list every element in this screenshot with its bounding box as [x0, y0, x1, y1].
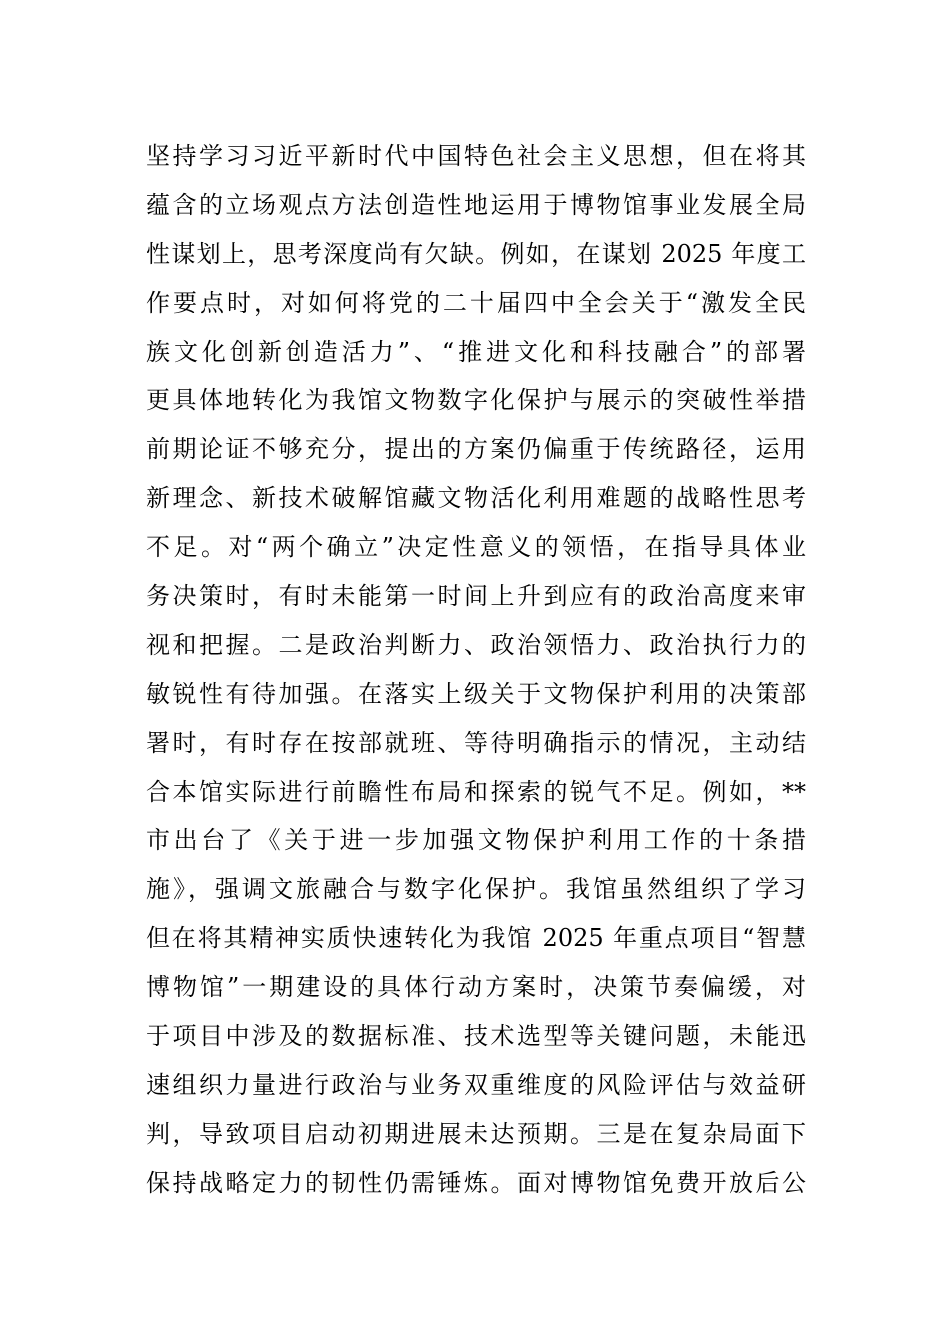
- text-line: 务决策时，有时未能第一时间上升到应有的政治高度来审: [146, 582, 806, 611]
- text-line: 判，导致项目启动初期进展未达预期。三是在复杂局面下: [146, 1119, 806, 1148]
- text-line: 速组织力量进行政治与业务双重维度的风险评估与效益研: [146, 1070, 806, 1099]
- text-line: 作要点时，对如何将党的二十届四中全会关于“激发全民: [146, 288, 806, 317]
- text-line: 但在将其精神实质快速转化为我馆 2025 年重点项目“智慧: [146, 924, 806, 953]
- text-line: 敏锐性有待加强。在落实上级关于文物保护利用的决策部: [146, 679, 806, 708]
- text-line: 施》，强调文旅融合与数字化保护。我馆虽然组织了学习: [146, 875, 806, 904]
- text-line: 新理念、新技术破解馆藏文物活化利用难题的战略性思考: [146, 484, 806, 513]
- text-line: 更具体地转化为我馆文物数字化保护与展示的突破性举措: [146, 386, 806, 415]
- text-line: 蕴含的立场观点方法创造性地运用于博物馆事业发展全局: [146, 190, 806, 219]
- text-line: 族文化创新创造活力”、“推进文化和科技融合”的部署: [146, 337, 806, 366]
- text-line: 保持战略定力的韧性仍需锤炼。面对博物馆免费开放后公: [146, 1168, 806, 1197]
- text-line: 博物馆”一期建设的具体行动方案时，决策节奏偏缓，对: [146, 973, 806, 1002]
- text-line: 性谋划上，思考深度尚有欠缺。例如，在谋划 2025 年度工: [146, 239, 806, 268]
- text-line: 视和把握。二是政治判断力、政治领悟力、政治执行力的: [146, 630, 806, 659]
- text-line: 于项目中涉及的数据标准、技术选型等关键问题，未能迅: [146, 1022, 806, 1051]
- text-line: 合本馆实际进行前瞻性布局和探索的锐气不足。例如，**: [146, 777, 806, 806]
- text-line: 坚持学习习近平新时代中国特色社会主义思想，但在将其: [146, 142, 806, 170]
- text-line: 市出台了《关于进一步加强文物保护利用工作的十条措: [146, 826, 806, 855]
- body-text: [146, 132, 806, 1208]
- text-line: 前期论证不够充分，提出的方案仍偏重于传统路径，运用: [146, 435, 806, 464]
- text-line: 不足。对“两个确立”决定性意义的领悟，在指导具体业: [146, 533, 806, 562]
- text-line: 署时，有时存在按部就班、等待明确指示的情况，主动结: [146, 728, 806, 757]
